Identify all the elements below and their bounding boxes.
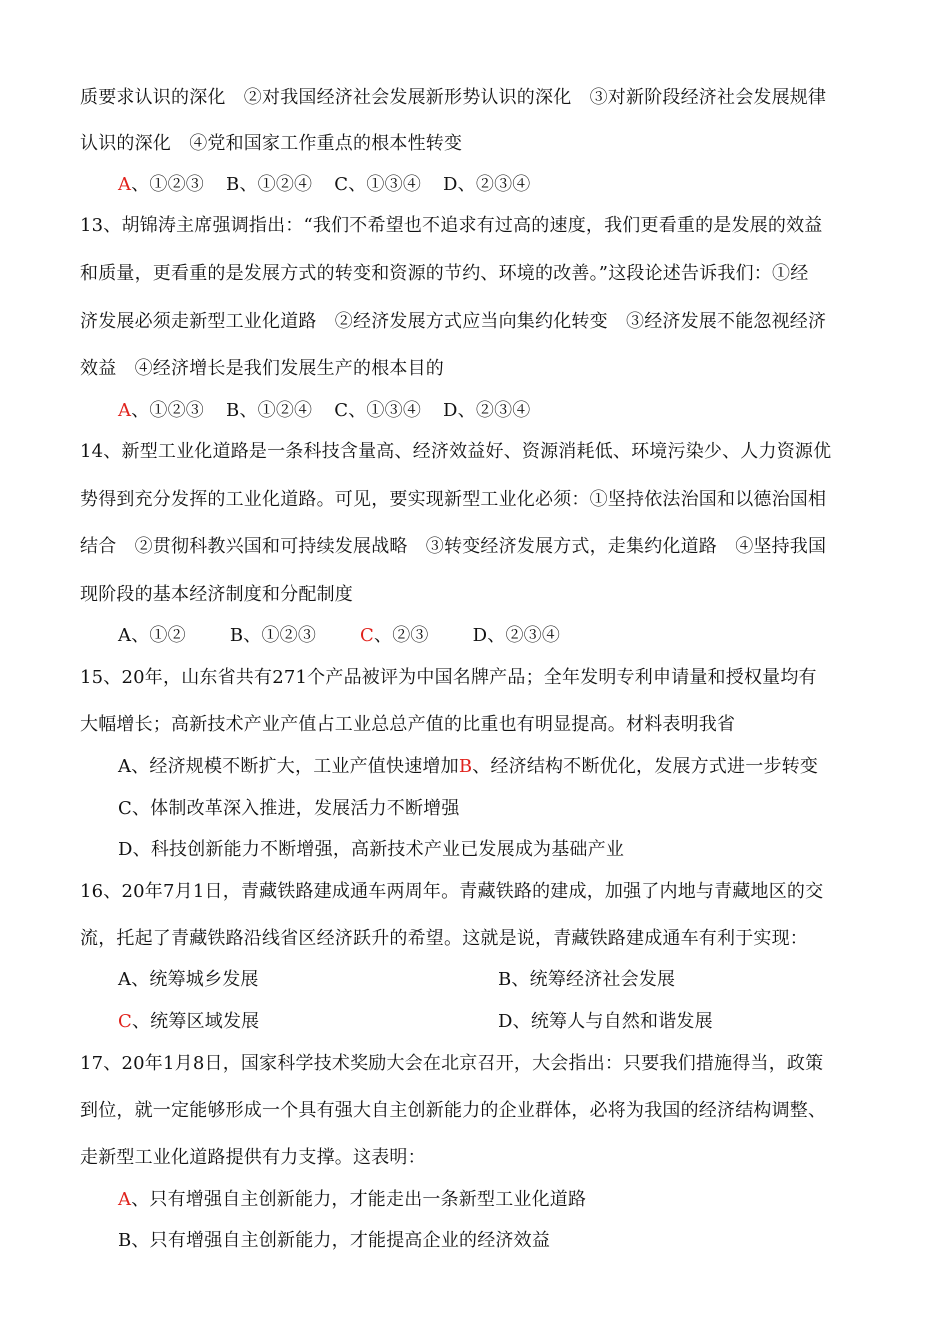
q13-text-line: 效益 ④经济增长是我们发展生产的根本目的: [80, 358, 444, 379]
q16-option-a: A、统筹城乡发展: [118, 969, 259, 990]
q12-option-c: C、①③④: [334, 174, 422, 195]
q13-options: [118, 399, 918, 423]
q15-text-line: 15、20年，山东省共有271个产品被评为中国名牌产品；全年发明专利申请量和授权量均有: [80, 667, 817, 688]
q12-option-b: B、①②④: [226, 174, 313, 195]
q14-options: [118, 624, 918, 648]
q16-options-cd: [118, 1010, 918, 1034]
q15-answer-letter: B: [458, 756, 473, 777]
q16-answer-letter: C: [118, 1011, 132, 1032]
q14-answer-letter: C: [360, 625, 375, 646]
q13-option-d: D、②③④: [443, 400, 531, 421]
q17-text-line: 走新型工业化道路提供有力支撑。这表明：: [80, 1147, 426, 1168]
q14-text-line: 结合 ②贯彻科教兴国和可持续发展战略 ③转变经济发展方式，走集约化道路 ④坚持我国: [80, 536, 827, 557]
q15-option-a: A、经济规模不断扩大，工业产值快速增加: [118, 756, 459, 777]
q14-option-d: D、②③④: [472, 625, 561, 646]
q16-text-line: 16、20年7月1日，青藏铁路建成通车两周年。青藏铁路的建成，加强了内地与青藏地区的交: [80, 881, 824, 902]
q13-option-b: B、①②④: [226, 400, 313, 421]
q17-answer-letter: A: [118, 1189, 132, 1210]
q15-options-ab: [118, 755, 918, 779]
q13-answer-letter: A: [118, 400, 132, 421]
q15-option-d: D、科技创新能力不断增强，高新技术产业已发展成为基础产业: [118, 839, 625, 860]
q17-text-line: 17、20年1月8日，国家科学技术奖励大会在北京召开，大会指出：只要我们措施得当，政策: [80, 1053, 824, 1074]
q15-text-line: 大幅增长；高新技术产业产值占工业总总产值的比重也有明显提高。材料表明我省: [80, 714, 736, 735]
q12-option-d: D、②③④: [443, 174, 531, 195]
q14-text-line: 14、新型工业化道路是一条科技含量高、经济效益好、资源消耗低、环境污染少、人力资源优: [80, 441, 832, 462]
q16-option-d: D、统筹人与自然和谐发展: [498, 1011, 713, 1032]
q14-text-line: 势得到充分发挥的工业化道路。可见，要实现新型工业化必须：①坚持依法治国和以德治国相: [80, 489, 827, 510]
q17-text-line: 到位，就一定能够形成一个具有强大自主创新能力的企业群体，必将为我国的经济结构调整、: [80, 1100, 827, 1121]
q16-options-ab: [118, 968, 918, 992]
q12-option-a: 、①②③: [131, 174, 205, 195]
q14-option-a: A、①②: [118, 625, 186, 646]
q16-text-line: 流，托起了青藏铁路沿线省区经济跃升的希望。这就是说，青藏铁路建成通车有利于实现：: [80, 928, 808, 949]
q13-text-line: 13、胡锦涛主席强调指出：“我们不希望也不追求有过高的速度，我们更看重的是发展的效益: [80, 215, 823, 236]
q15-option-c: C、体制改革深入推进，发展活力不断增强: [118, 798, 460, 819]
q12-answer-letter: A: [118, 174, 132, 195]
q13-option-c: C、①③④: [334, 400, 422, 421]
q13-text-line: 和质量，更看重的是发展方式的转变和资源的节约、环境的改善。”这段论述告诉我们：①经: [80, 263, 809, 284]
q17-option-a: 、只有增强自主创新能力，才能走出一条新型工业化道路: [131, 1189, 587, 1210]
q17-option-b: B、只有增强自主创新能力，才能提高企业的经济效益: [118, 1230, 551, 1251]
q16-option-c: 、统筹区域发展: [131, 1011, 260, 1032]
q14-text-line: 现阶段的基本经济制度和分配制度: [80, 584, 353, 605]
q14-option-b: B、①②③: [229, 625, 317, 646]
q13-option-a: 、①②③: [131, 400, 205, 421]
q15-option-b: 、经济结构不断优化，发展方式进一步转变: [472, 756, 819, 777]
q12-text-line: 认识的深化 ④党和国家工作重点的根本性转变: [80, 133, 463, 154]
q17-option-a-row: [118, 1188, 918, 1212]
q12-options: [118, 173, 918, 197]
q13-text-line: 济发展必须走新型工业化道路 ②经济发展方式应当向集约化转变 ③经济发展不能忽视经济: [80, 311, 827, 332]
q12-text-line: 质要求认识的深化 ②对我国经济社会发展新形势认识的深化 ③对新阶段经济社会发展规律: [80, 87, 827, 108]
q14-option-c: 、②③: [374, 625, 429, 646]
q16-option-b: B、统筹经济社会发展: [498, 969, 676, 990]
